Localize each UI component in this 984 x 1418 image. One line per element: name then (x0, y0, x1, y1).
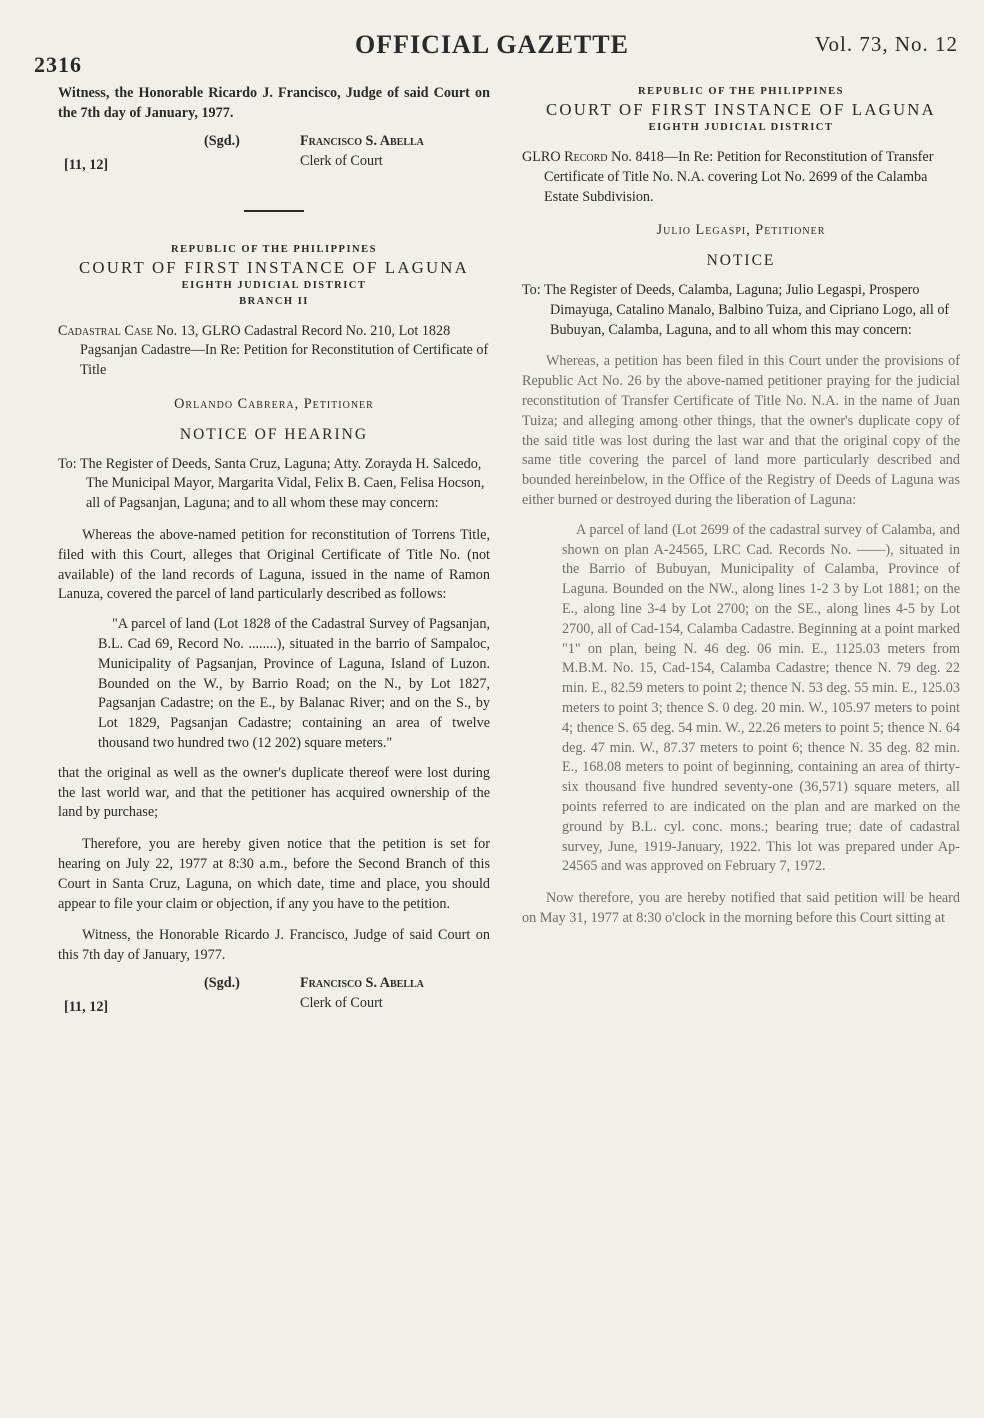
publication-title: OFFICIAL GAZETTE (355, 30, 629, 59)
notice-signature (58, 974, 490, 1030)
case-caption (58, 322, 490, 381)
notice-heading (58, 242, 490, 310)
case-caption (522, 148, 960, 207)
signer-name: Francisco S. Abella (300, 132, 424, 149)
case-text: No. 13, GLRO Cadastral Record No. 210, Lot 1828 Pagsanjan Cadastre—In Re: Petition for Reconstitution of Certificate of Title (80, 322, 489, 379)
petitioner-line: Orlando Cabrera, Petitioner (174, 395, 374, 412)
therefore-paragraph: Therefore, you are hereby given notice that the petition is set for hearing on July 22, 1977 at 8:30 a.m., before the Second Branch of this Court in Santa Cruz, Laguna, on which date, time and place, you should appear to file your claim or objection, if any you have to the petition. (58, 836, 490, 912)
notice-title: NOTICE OF HEARING (179, 425, 369, 443)
notice-title: NOTICE (706, 252, 776, 270)
case-text: No. 8418—In Re: Petition for Reconstitution of Transfer Certificate of Title No. N.A. covering Lot No. 2699 of the Calamba Estate Subdivision. (544, 149, 934, 205)
notice-heading (522, 84, 960, 136)
section-divider (244, 210, 304, 212)
loss-paragraph: that the original as well as the owner's duplicate thereof were lost during the last world war, and that the petitioner has acquired ownership of the land by purchase; (58, 764, 490, 821)
page-header (0, 0, 984, 80)
hearing-paragraph: Now therefore, you are hereby notified that said petition will be heard on May 31, 1977 at 8:30 o'clock in the morning before this Court sitting at (522, 890, 960, 926)
witness-paragraph: Witness, the Honorable Ricardo J. Francisco, Judge of said Court on this 7th day of January, 1977. (58, 927, 490, 964)
signature-sgd: (Sgd.) (204, 132, 240, 149)
court-name: COURT OF FIRST INSTANCE OF LAGUNA (79, 257, 469, 277)
volume-info: Vol. 73, No. 12 (815, 32, 958, 56)
carryover-witness: Witness, the Honorable Ricardo J. Francisco, Judge of said Court on the 7th day of January, 1977. (58, 85, 490, 121)
case-label: Cadastral Case (58, 322, 153, 339)
case-label: GLRO Record (522, 149, 608, 165)
issue-ref: [11, 12] (64, 156, 109, 173)
signer-role: Clerk of Court (300, 152, 383, 169)
signer-name: Francisco S. Abella (300, 974, 424, 991)
land-description: A parcel of land (Lot 2699 of the cadastral survey of Calamba, and shown on plan A-24565, LRC Cad. Records No. ——), situated in the Barrio of Bubuyan, Municipality of Calamba, Province of Laguna. Bounded on the NW., along lines 1-2 3 by Lot 1881; on the E., along line 3-4 by Lot 2700; on the SE., along lines 4-5 by Lot 2700, all of Cad-154, Calamba Cadastre. Beginning at a point marked "1" on plan, being N. 46 deg. 06 min. E., 1125.03 meters from M.B.M. No. 15, Cad-154, Calamba Cadastre; thence N. 79 deg. 22 min. E., 82.59 meters to point 2; thence N. 53 deg. 55 min. E., 125.03 meters to point 3; thence S. 0 deg. 20 min. W., 105.97 meters to point 4; thence S. 65 deg. 54 min. W., 22.26 meters to point 5; thence N. 64 deg. 47 min. W., 87.37 meters to point 6; thence N. 35 deg. 82 min. E., 168.08 meters to point of beginning, containing an area of thirty-six thousand five hundred seventy-one (36,571) square meters, all points referred to are indicated on the plan and are marked on the ground by B.L. cyl. conc. mons.; bearing true; date of cadastral survey, June, 1919-January, 1922. This lot was prepared under Ap-24565 and was approved on February 7, 1972. (562, 521, 960, 875)
carryover-signature (58, 132, 490, 188)
whereas-paragraph: Whereas, a petition has been filed in this Court under the provisions of Republic Act No. 26 by the above-named petitioner praying for the judicial reconstitution of Transfer Certificate of Title No. N.A. in the name of Juan Tuiza; and alleging among other things, that the owner's duplicate copy of the said title was lost during the last war and that the original copy of the same title covering the parcel of land more particularly described and bounded hereinbelow, in the Office of the Registry of Deeds of Laguna was either burned or destroyed during the liberation of Laguna: (522, 353, 960, 508)
court-name: COURT OF FIRST INSTANCE OF LAGUNA (546, 100, 936, 119)
issue-ref: [11, 12] (64, 998, 109, 1015)
branch-line: BRANCH II (239, 295, 309, 307)
district-line: EIGHTH JUDICIAL DISTRICT (181, 279, 367, 291)
signer-role: Clerk of Court (300, 994, 383, 1011)
petitioner-line: Julio Legaspi, Petitioner (656, 222, 826, 239)
republic-line: REPUBLIC OF THE PHILIPPINES (638, 86, 844, 97)
right-column (522, 84, 960, 929)
page-number: 2316 (34, 52, 82, 77)
addressees: To: The Register of Deeds, Santa Cruz, Laguna; Atty. Zorayda H. Salcedo, The Municipal Mayor, Margarita Vidal, Felix B. Caen, Felisa Hocson, all of Pagsanjan, Laguna; and to all whom these may concern: (58, 455, 485, 512)
signature-sgd: (Sgd.) (204, 974, 240, 991)
addressees: To: The Register of Deeds, Calamba, Laguna; Julio Legaspi, Prospero Dimayuga, Catalino Manalo, Balbino Tuiza, and Cipriano Logo, all of Bubuyan, Calamba, Laguna, and to all whom this may concern: (522, 281, 950, 338)
republic-line: REPUBLIC OF THE PHILIPPINES (171, 243, 377, 255)
left-column (58, 84, 490, 1030)
land-description: "A parcel of land (Lot 1828 of the Cadastral Survey of Pagsanjan, B.L. Cad 69, Record No. ........), situated in the barrio of Sampaloc, Municipality of Pagsanjan, Province of Laguna, Island of Luzon. Bounded on the W., by Barrio Road; on the N., by Lot 1827, Pagsanjan Cadastre; on the E., by Balanac River; and on the S., by Lot 1829, Pagsanjan Cadastre; containing an area of twelve thousand two hundred two (12 202) square meters." (98, 616, 490, 751)
district-line: EIGHTH JUDICIAL DISTRICT (648, 122, 834, 133)
whereas-paragraph: Whereas the above-named petition for reconstitution of Torrens Title, filed with this Court, alleges that Original Certificate of Title No. (not available) of the land records of Laguna, issued in the name of Ramon Lanuza, covered the parcel of land particularly described as follows: (58, 526, 490, 603)
